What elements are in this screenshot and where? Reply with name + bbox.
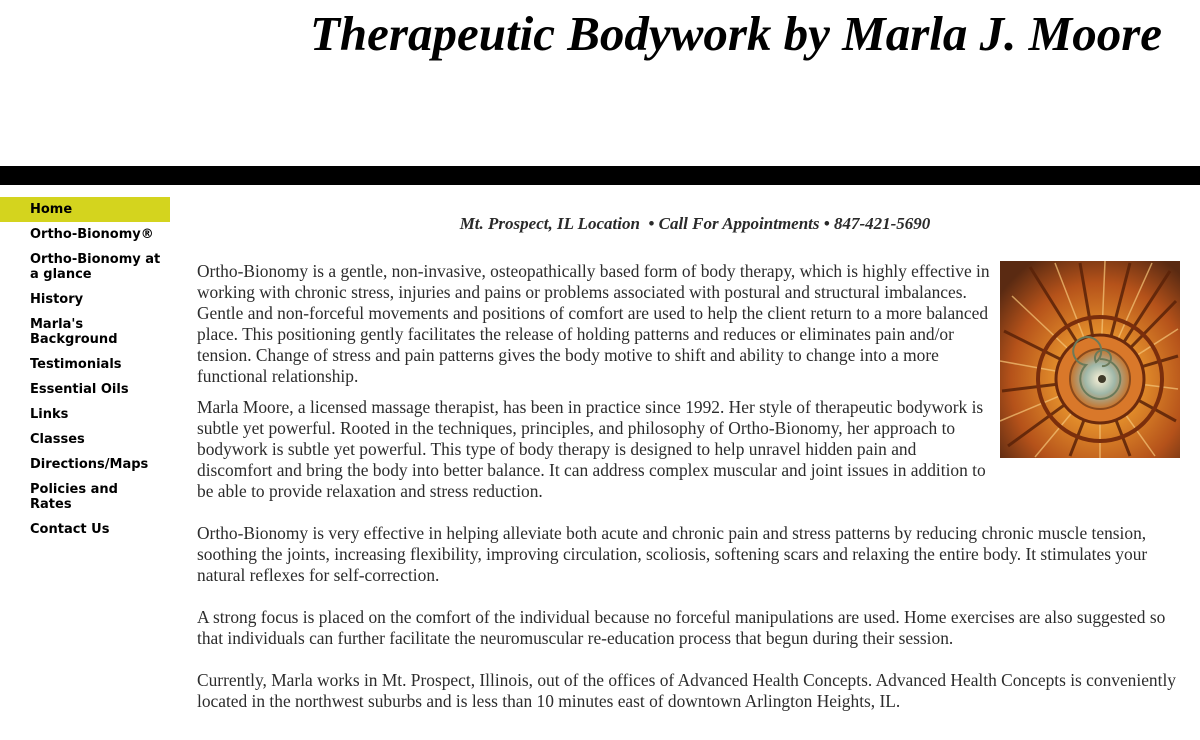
location-paragraph: Currently, Marla works in Mt. Prospect, Illinois, out of the offices of Advanced Health Concepts. Advanced Health Concepts is conveniently located in the northwest suburbs and is less than 10 minutes east of downtown Arlington Heights, IL. — [197, 670, 1176, 711]
sidebar-item-marlas-background[interactable]: Marla's Background — [30, 317, 118, 347]
site-title: Therapeutic Bodywork by Marla J. Moore — [310, 6, 1163, 61]
header-divider-bar — [0, 166, 1200, 185]
sidebar-item-ortho-bionomy-at-a-glance[interactable]: Ortho-Bionomy at a glance — [30, 252, 161, 282]
sidebar-item-history[interactable]: History — [30, 292, 84, 307]
sidebar-item-classes[interactable]: Classes — [30, 432, 85, 447]
sidebar-item-contact-us[interactable]: Contact Us — [30, 522, 110, 537]
intro-paragraph: Ortho-Bionomy is a gentle, non-invasive, osteopathically based form of body therapy, which is highly effective in working with chronic stress, injuries and pains or problems associated with postural and structural imbalances. Gentle and non-forceful movements and positions of comfort are used to help the client return to a more balanced place. This positioning gently facilitates the release of holding patterns and reduces or eliminates pain and/or tension. Change of stress and pain patterns gives the body motive to shift and ability to change into a more functional relationship. — [197, 261, 990, 386]
sidebar-item-links[interactable]: Links — [30, 407, 69, 422]
ammonite-fossil-image — [1000, 261, 1180, 458]
sidebar-item-directions-maps[interactable]: Directions/Maps — [30, 457, 149, 472]
sidebar-item-testimonials[interactable]: Testimonials — [30, 357, 122, 372]
sidebar-item-ortho-bionomy[interactable]: Ortho-Bionomy® — [30, 227, 154, 242]
sidebar-nav — [0, 197, 170, 542]
sidebar-item-essential-oils[interactable]: Essential Oils — [30, 382, 129, 397]
sidebar-item-home[interactable]: Home — [0, 197, 170, 222]
location-phone-line: Mt. Prospect, IL Location • Call For Appointments • 847-421-5690 — [459, 214, 931, 233]
benefits-paragraph: Ortho-Bionomy is very effective in helping alleviate both acute and chronic pain and stress patterns by reducing chronic muscle tension, soothing the joints, increasing flexibility, improving circulation, scoliosis, softening scars and relaxing the entire body. It stimulates your natural reflexes for self-correction. — [197, 523, 1148, 585]
main-content — [197, 261, 1182, 712]
background-paragraph: Marla Moore, a licensed massage therapist, has been in practice since 1992. Her style of therapeutic bodywork is subtle yet powerful. Rooted in the techniques, principles, and philosophy of Ortho-Bionomy, her approach to bodywork is subtle yet powerful. This type of body therapy is designed to help unravel hidden pain and discomfort and bring the body into better balance. It can address complex muscular and joint issues in addition to be able to provide relaxation and stress reduction. — [197, 397, 986, 501]
sidebar-item-policies-and-rates[interactable]: Policies and Rates — [30, 482, 118, 512]
comfort-paragraph: A strong focus is placed on the comfort of the individual because no forceful manipulations are used. Home exercises are also suggested so that individuals can further facilitate the neuromuscular re-education process that begun during their session. — [197, 607, 1166, 648]
